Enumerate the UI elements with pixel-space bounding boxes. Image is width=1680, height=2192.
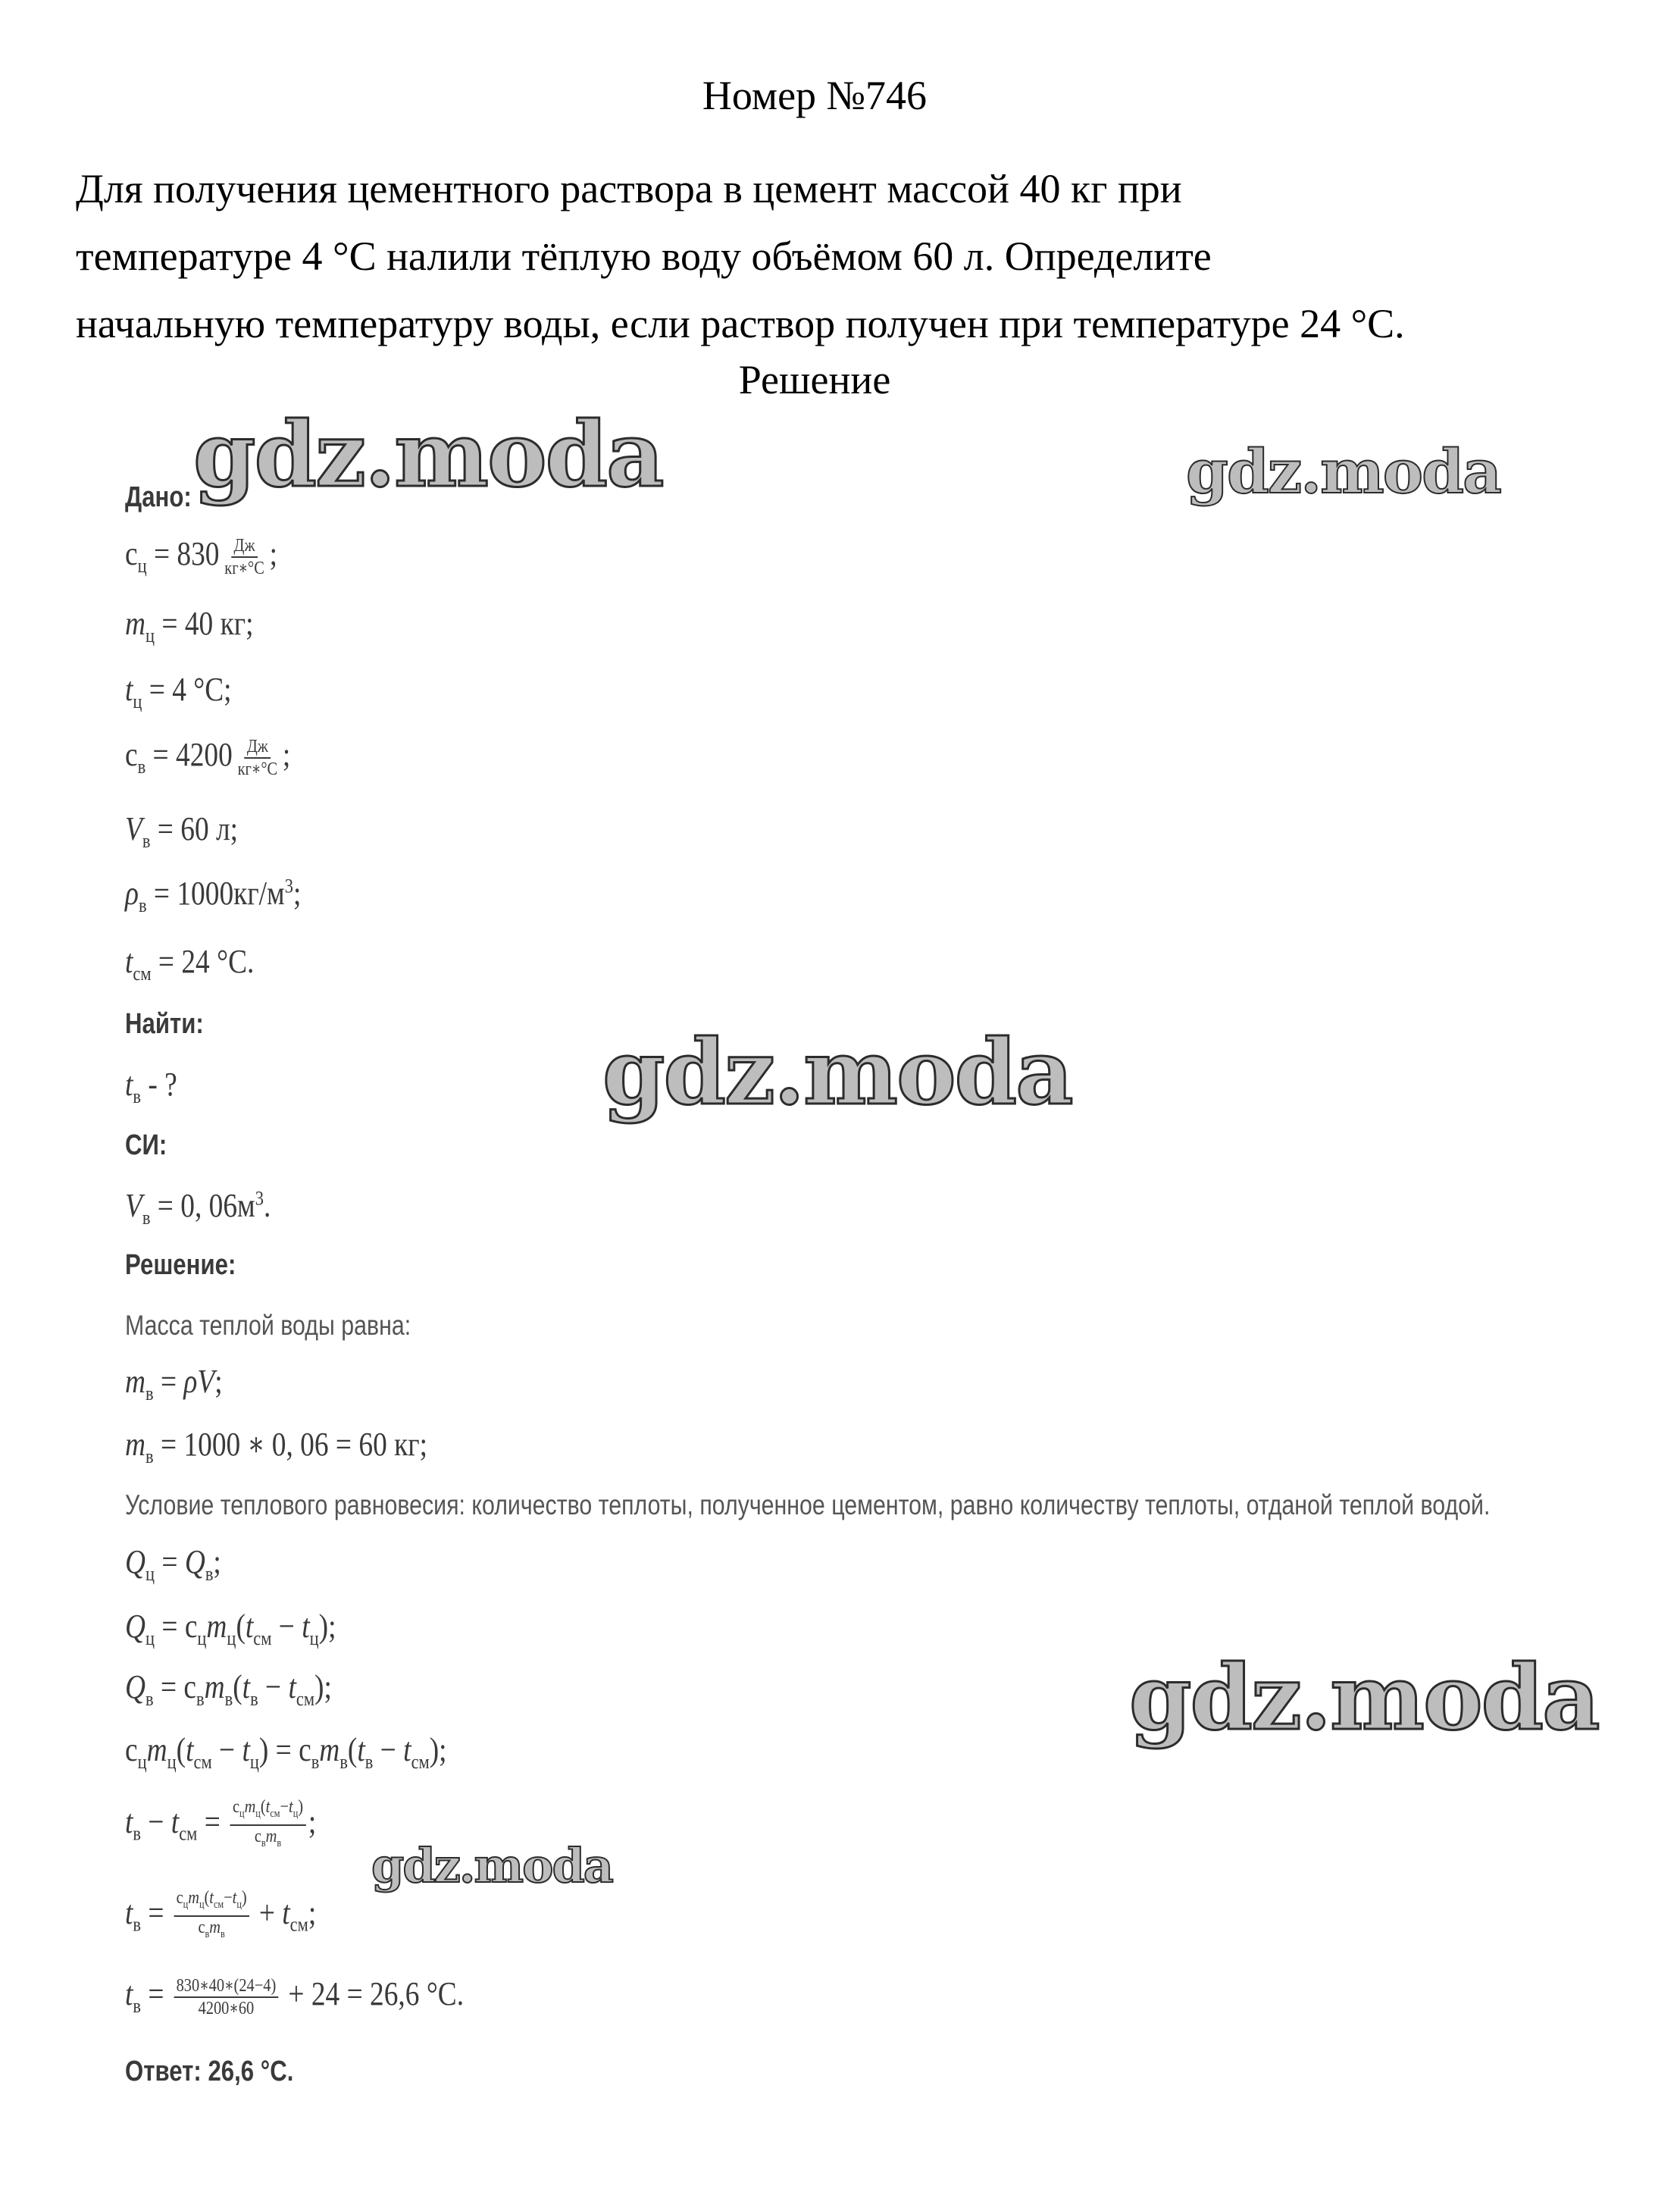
given-t-cement: $t_ц = 4$ °С; [125,671,232,712]
solution-label: Решение: [125,1249,236,1281]
given-t-mix: $t_{см} = 24$ °С. [125,943,255,985]
find-label: Найти: [125,1008,204,1040]
eq-final-calc: $t_в$ = $\frac{830∗40∗(24-4)}{4200∗60}$ + 24 = 26,6 °С. [125,1975,465,2018]
watermark-logo: gdz.moda [193,402,663,507]
watermark-logo: gdz.moda [371,1838,612,1893]
find-t-water: $t_в$ - ? [125,1066,177,1107]
eq-q-balance: $Q_ц = Q_в$; [125,1543,221,1585]
eq-q-water: $Q_в = c_вm_в(t_в - t_{см})$; [125,1668,332,1710]
answer: Ответ: 26,6 °С. [125,2056,294,2087]
given-rho-water: $\rho_в = 1000кг/м^3$; [125,874,302,916]
eq-q-cement: $Q_ц = c_цm_ц(t_{см} - t_ц)$; [125,1608,336,1649]
solution-heading: Решение [738,357,891,402]
watermark-logo: gdz.moda [602,1019,1072,1125]
mass-calc: $m_в = 1000$ ∗ 0, 06 = 60 кг; [125,1426,428,1467]
given-c-water: $c_в = 4200$ $\frac{Дж}{кг∗^\circ С}$ ; [125,736,291,779]
problem-statement [76,155,1652,358]
eq-t-water: $t_в$ = $\frac{c_цm_ц(t_{см}-t_ц)}{c_вm_в}$ + $t_{см}$; [125,1888,317,1940]
given-v-water: $V_в = 60$ л; [125,810,239,852]
mass-formula: $m_в = \rho V$; [125,1363,223,1404]
si-label: СИ: [125,1129,167,1161]
watermark-logo: gdz.moda [1129,1645,1599,1750]
problem-line-3: начальную температуру воды, если раствор получен при температуре 24 °С. [76,301,1405,346]
eq-difference: $t_в - t_{см}$ = $\frac{c_цm_ц(t_{см}-t_ц)}{c_вm_в}$ ; [125,1797,317,1849]
si-v-water: $V_в = 0$, $06м^3$. [125,1186,271,1229]
equilibrium-text: Условие теплового равновесия: количество теплоты, полученное цементом, равно количеству теплоты, отданой теплой водой. [125,1489,1491,1520]
mass-text: Масса теплой воды равна: [125,1310,411,1341]
given-m-cement: $m_ц = 40$ кг; [125,605,254,647]
watermark-logo: gdz.moda [1186,436,1500,507]
problem-line-2: температуре 4 °С налили тёплую воду объёмом 60 л. Определите [76,233,1212,279]
page-title: Номер №746 [702,73,928,118]
eq-balance-expanded: $c_цm_ц(t_{см} - t_ц) = c_вm_в(t_в - t_{см})$; [125,1731,447,1773]
problem-line-1: Для получения цементного раствора в цемент массой 40 кг при [76,166,1182,211]
given-c-cement: $c_ц = 830$ $\frac{Дж}{кг∗^\circ С}$ ; [125,535,278,578]
given-label: Дано: [125,481,192,513]
